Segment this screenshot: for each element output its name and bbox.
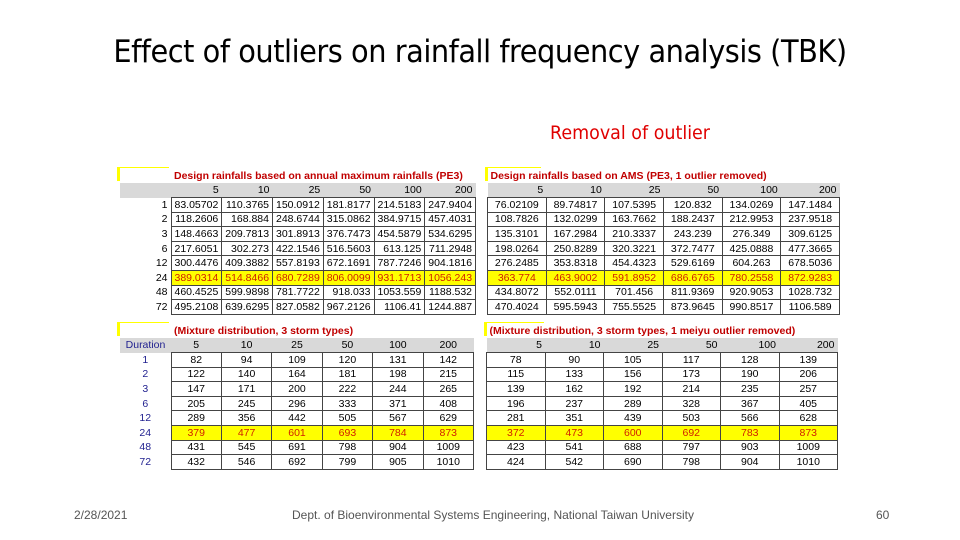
duration-label: 1 — [120, 353, 171, 368]
table-cell: 1009 — [423, 440, 473, 455]
table-cell: 265 — [423, 382, 473, 397]
table-cell: 120 — [322, 353, 372, 368]
table-cell: 931.1713 — [374, 271, 425, 286]
table-row — [120, 411, 474, 426]
table-ams-pe3 — [120, 168, 476, 315]
table-cell: 454.4323 — [605, 256, 664, 271]
table-cell: 990.8517 — [722, 300, 781, 315]
table-cell: 276.2485 — [488, 256, 547, 271]
table-cell: 434.8072 — [488, 285, 547, 300]
table-cell: 798 — [662, 455, 721, 470]
table-cell: 1056.243 — [425, 271, 476, 286]
table-cell: 148.4663 — [171, 227, 222, 242]
table-row — [487, 440, 838, 455]
return-period-header: 5 — [488, 183, 547, 198]
table-cell: 209.7813 — [222, 227, 273, 242]
table-caption: Design rainfalls based on AMS (PE3, 1 outlier removed) — [490, 169, 767, 182]
return-period-header: 25 — [273, 183, 324, 198]
table-cell: 905 — [373, 455, 423, 470]
table-cell: 686.6765 — [663, 271, 722, 286]
table-cell: 90 — [545, 353, 604, 368]
table-cell: 78 — [487, 353, 546, 368]
table-cell: 192 — [604, 382, 663, 397]
duration-label: 48 — [120, 440, 171, 455]
table-row — [488, 212, 840, 227]
table-cell: 107.5395 — [605, 198, 664, 213]
footer-date: 2/28/2021 — [74, 508, 128, 522]
table-cell: 701.456 — [605, 285, 664, 300]
table-cell: 566 — [721, 411, 780, 426]
duration-label: 12 — [120, 256, 171, 271]
table-row — [120, 300, 476, 315]
table-cell: 755.5525 — [605, 300, 664, 315]
table-row — [120, 382, 474, 397]
table-cell: 289 — [604, 396, 663, 411]
table-cell: 210.3337 — [605, 227, 664, 242]
table-cell: 139 — [779, 353, 838, 368]
table-cell: 613.125 — [374, 241, 425, 256]
table-cell: 118.2606 — [171, 212, 222, 227]
table-cell: 181.8177 — [323, 198, 374, 213]
return-period-header: 5 — [171, 338, 221, 353]
table-row — [120, 198, 476, 213]
table-cell: 198.0264 — [488, 241, 547, 256]
table-cell: 134.0269 — [722, 198, 781, 213]
duration-label: 24 — [120, 426, 171, 441]
table-cell: 250.8289 — [546, 241, 605, 256]
footer-page: 60 — [876, 508, 890, 522]
table-caption-row — [120, 323, 474, 338]
table-cell: 423 — [487, 440, 546, 455]
table-row — [120, 426, 474, 441]
table-cell: 356 — [221, 411, 271, 426]
duration-label: 3 — [120, 382, 171, 397]
table-cell: 214.5183 — [374, 198, 425, 213]
table-cell: 215 — [423, 367, 473, 382]
table-cell: 162 — [545, 382, 604, 397]
header-row — [120, 338, 474, 353]
table-cell: 454.5879 — [374, 227, 425, 242]
table-cell: 442 — [272, 411, 322, 426]
table-cell: 214 — [662, 382, 721, 397]
duration-label: 72 — [120, 455, 171, 470]
return-period-header: 100 — [373, 338, 423, 353]
table-cell: 168.884 — [222, 212, 273, 227]
table-cell: 595.5943 — [546, 300, 605, 315]
table-cell: 320.3221 — [605, 241, 664, 256]
return-period-header: 200 — [781, 183, 840, 198]
table-cell: 142 — [423, 353, 473, 368]
table-cell: 797 — [662, 440, 721, 455]
return-period-header: 10 — [545, 338, 604, 353]
table-row — [120, 455, 474, 470]
table-caption-row — [488, 168, 840, 183]
table-cell: 1053.559 — [374, 285, 425, 300]
table-cell: 873 — [423, 426, 473, 441]
table-row — [487, 455, 838, 470]
corner-label: Duration — [120, 338, 171, 353]
return-period-header: 100 — [374, 183, 425, 198]
table-row — [487, 426, 838, 441]
table-cell: 967.2126 — [323, 300, 374, 315]
table-caption-row — [120, 168, 476, 183]
table-cell: 384.9715 — [374, 212, 425, 227]
return-period-header: 200 — [423, 338, 473, 353]
table-cell: 477 — [221, 426, 271, 441]
table-cell: 133 — [545, 367, 604, 382]
table-row — [488, 227, 840, 242]
table-cell: 371 — [373, 396, 423, 411]
table-cell: 628 — [779, 411, 838, 426]
table-caption: (Mixture distribution, 3 storm types, 1 meiyu outlier removed) — [489, 324, 796, 337]
table-cell: 470.4024 — [488, 300, 547, 315]
duration-label: 12 — [120, 411, 171, 426]
table-caption: (Mixture distribution, 3 storm types) — [174, 324, 354, 337]
table-cell: 604.263 — [722, 256, 781, 271]
table-cell: 206 — [779, 367, 838, 382]
caption-cell — [171, 168, 476, 183]
table-cell: 529.6169 — [663, 256, 722, 271]
table-caption-row — [487, 323, 838, 338]
table-cell: 245 — [221, 396, 271, 411]
table-cell: 212.9953 — [722, 212, 781, 227]
duration-label: 2 — [120, 367, 171, 382]
table-cell: 372.7477 — [663, 241, 722, 256]
duration-label: 3 — [120, 227, 171, 242]
table-cell: 711.2948 — [425, 241, 476, 256]
header-row — [487, 338, 838, 353]
caption-spacer — [120, 323, 171, 338]
table-row — [488, 256, 840, 271]
table-cell: 173 — [662, 367, 721, 382]
table-row — [120, 353, 474, 368]
table-cell: 140 — [221, 367, 271, 382]
table-cell: 457.4031 — [425, 212, 476, 227]
table-cell: 328 — [662, 396, 721, 411]
table-cell: 629 — [423, 411, 473, 426]
return-period-header: 10 — [222, 183, 273, 198]
return-period-header: 50 — [322, 338, 372, 353]
return-period-header: 25 — [604, 338, 663, 353]
table-cell: 425.0888 — [722, 241, 781, 256]
table-cell: 567 — [373, 411, 423, 426]
caption-cell — [488, 168, 840, 183]
table-cell: 827.0582 — [273, 300, 324, 315]
table-cell: 200 — [272, 382, 322, 397]
table-cell: 237 — [545, 396, 604, 411]
table-cell: 76.02109 — [488, 198, 547, 213]
table-cell: 198 — [373, 367, 423, 382]
table-cell: 639.6295 — [222, 300, 273, 315]
duration-label: 1 — [120, 198, 171, 213]
table-cell: 289 — [171, 411, 221, 426]
table-cell: 389.0314 — [171, 271, 222, 286]
table-cell: 781.7722 — [273, 285, 324, 300]
table-row — [120, 440, 474, 455]
table-cell: 811.9369 — [663, 285, 722, 300]
table-cell: 353.8318 — [546, 256, 605, 271]
table-mixture — [120, 323, 474, 470]
table-row — [120, 227, 476, 242]
table-cell: 302.273 — [222, 241, 273, 256]
table-cell: 351 — [545, 411, 604, 426]
table-cell: 601 — [272, 426, 322, 441]
table-cell: 600 — [604, 426, 663, 441]
table-cell: 217.6051 — [171, 241, 222, 256]
table-cell: 376.7473 — [323, 227, 374, 242]
table-cell: 188.2437 — [663, 212, 722, 227]
table-row — [488, 271, 840, 286]
table-cell: 1010 — [423, 455, 473, 470]
table-row — [120, 396, 474, 411]
table-cell: 190 — [721, 367, 780, 382]
table-row — [120, 212, 476, 227]
table-cell: 798 — [322, 440, 372, 455]
return-period-header: 5 — [171, 183, 222, 198]
table-cell: 678.5036 — [781, 256, 840, 271]
table-cell: 1010 — [779, 455, 838, 470]
table-cell: 918.033 — [323, 285, 374, 300]
table-cell: 235 — [721, 382, 780, 397]
caption-cell — [487, 323, 838, 338]
table-cell: 688 — [604, 440, 663, 455]
table-cell: 247.9404 — [425, 198, 476, 213]
table-cell: 1106.589 — [781, 300, 840, 315]
table-cell: 243.239 — [663, 227, 722, 242]
table-cell: 205 — [171, 396, 221, 411]
table-cell: 503 — [662, 411, 721, 426]
table-cell: 257 — [779, 382, 838, 397]
duration-label: 72 — [120, 300, 171, 315]
return-period-header: 200 — [425, 183, 476, 198]
table-cell: 672.1691 — [323, 256, 374, 271]
table-cell: 379 — [171, 426, 221, 441]
table-cell: 139 — [487, 382, 546, 397]
table-cell: 367 — [721, 396, 780, 411]
table-cell: 147 — [171, 382, 221, 397]
table-cell: 873.9645 — [663, 300, 722, 315]
table-cell: 552.0111 — [546, 285, 605, 300]
table-row — [120, 241, 476, 256]
table-row — [488, 198, 840, 213]
header-row — [120, 183, 476, 198]
table-row — [120, 367, 474, 382]
table-cell: 117 — [662, 353, 721, 368]
table-cell: 171 — [221, 382, 271, 397]
table-cell: 301.8913 — [273, 227, 324, 242]
header-row — [488, 183, 840, 198]
slide-subtitle: Removal of outlier — [550, 122, 710, 144]
duration-label: 6 — [120, 241, 171, 256]
table-cell: 108.7826 — [488, 212, 547, 227]
table-cell: 115 — [487, 367, 546, 382]
table-cell: 690 — [604, 455, 663, 470]
table-cell: 132.0299 — [546, 212, 605, 227]
table-cell: 505 — [322, 411, 372, 426]
table-cell: 872.9283 — [781, 271, 840, 286]
table-cell: 431 — [171, 440, 221, 455]
table-cell: 248.6744 — [273, 212, 324, 227]
table-cell: 147.1484 — [781, 198, 840, 213]
table-cell: 904 — [373, 440, 423, 455]
return-period-header: 50 — [663, 183, 722, 198]
table-cell: 222 — [322, 382, 372, 397]
table-cell: 163.7662 — [605, 212, 664, 227]
table-cell: 1106.41 — [374, 300, 425, 315]
table-cell: 477.3665 — [781, 241, 840, 256]
table-cell: 82 — [171, 353, 221, 368]
table-cell: 495.2108 — [171, 300, 222, 315]
return-period-header: 10 — [221, 338, 271, 353]
table-cell: 514.8466 — [222, 271, 273, 286]
table-cell: 784 — [373, 426, 423, 441]
table-cell: 408 — [423, 396, 473, 411]
return-period-header: 25 — [272, 338, 322, 353]
table-cell: 463.9002 — [546, 271, 605, 286]
table-cell: 546 — [221, 455, 271, 470]
table-cell: 363.774 — [488, 271, 547, 286]
table-cell: 692 — [272, 455, 322, 470]
table-cell: 460.4525 — [171, 285, 222, 300]
table-cell: 110.3765 — [222, 198, 273, 213]
table-cell: 83.05702 — [171, 198, 222, 213]
table-cell: 424 — [487, 455, 546, 470]
table-cell: 131 — [373, 353, 423, 368]
table-cell: 128 — [721, 353, 780, 368]
table-row — [487, 367, 838, 382]
table-caption: Design rainfalls based on annual maximum rainfalls (PE3) — [174, 169, 463, 182]
table-row — [487, 382, 838, 397]
table-cell: 806.0099 — [323, 271, 374, 286]
table-cell: 516.5603 — [323, 241, 374, 256]
table-cell: 135.3101 — [488, 227, 547, 242]
table-cell: 1009 — [779, 440, 838, 455]
caption-spacer — [120, 168, 171, 183]
table-cell: 780.2558 — [722, 271, 781, 286]
table-row — [488, 241, 840, 256]
caption-cell — [171, 323, 474, 338]
duration-label: 48 — [120, 285, 171, 300]
table-cell: 432 — [171, 455, 221, 470]
table-cell: 120.832 — [663, 198, 722, 213]
table-cell: 783 — [721, 426, 780, 441]
table-cell: 167.2984 — [546, 227, 605, 242]
table-cell: 473 — [545, 426, 604, 441]
corner-label — [120, 183, 171, 198]
return-period-header: 50 — [662, 338, 721, 353]
return-period-header: 25 — [605, 183, 664, 198]
table-cell: 680.7289 — [273, 271, 324, 286]
return-period-header: 100 — [722, 183, 781, 198]
table-cell: 164 — [272, 367, 322, 382]
table-cell: 181 — [322, 367, 372, 382]
duration-label: 24 — [120, 271, 171, 286]
return-period-header: 50 — [323, 183, 374, 198]
table-cell: 372 — [487, 426, 546, 441]
table-row — [120, 256, 476, 271]
table-cell: 439 — [604, 411, 663, 426]
table-row — [487, 411, 838, 426]
table-cell: 333 — [322, 396, 372, 411]
table-cell: 1028.732 — [781, 285, 840, 300]
table-cell: 599.9898 — [222, 285, 273, 300]
table-row — [487, 396, 838, 411]
table-ams-pe3-outlier-removed — [487, 168, 840, 315]
table-cell: 557.8193 — [273, 256, 324, 271]
table-cell: 545 — [221, 440, 271, 455]
duration-label: 6 — [120, 396, 171, 411]
table-cell: 1244.887 — [425, 300, 476, 315]
table-row — [120, 285, 476, 300]
table-cell: 94 — [221, 353, 271, 368]
table-cell: 904.1816 — [425, 256, 476, 271]
table-cell: 691 — [272, 440, 322, 455]
table-cell: 405 — [779, 396, 838, 411]
duration-label: 2 — [120, 212, 171, 227]
table-row — [488, 285, 840, 300]
table-cell: 109 — [272, 353, 322, 368]
table-cell: 105 — [604, 353, 663, 368]
table-cell: 799 — [322, 455, 372, 470]
table-cell: 904 — [721, 455, 780, 470]
table-row — [487, 353, 838, 368]
table-cell: 422.1546 — [273, 241, 324, 256]
table-cell: 920.9053 — [722, 285, 781, 300]
footer-org: Dept. of Bioenvironmental Systems Engineering, National Taiwan University — [292, 508, 694, 522]
table-cell: 315.0862 — [323, 212, 374, 227]
table-cell: 309.6125 — [781, 227, 840, 242]
table-cell: 903 — [721, 440, 780, 455]
return-period-header: 5 — [487, 338, 546, 353]
return-period-header: 200 — [779, 338, 838, 353]
table-cell: 300.4476 — [171, 256, 222, 271]
table-row — [488, 300, 840, 315]
table-cell: 281 — [487, 411, 546, 426]
table-cell: 692 — [662, 426, 721, 441]
table-cell: 873 — [779, 426, 838, 441]
table-cell: 1188.532 — [425, 285, 476, 300]
table-cell: 89.74817 — [546, 198, 605, 213]
slide-title: Effect of outliers on rainfall frequency analysis (TBK) — [113, 34, 847, 70]
table-cell: 541 — [545, 440, 604, 455]
table-cell: 534.6295 — [425, 227, 476, 242]
table-cell: 150.0912 — [273, 198, 324, 213]
table-cell: 196 — [487, 396, 546, 411]
table-cell: 542 — [545, 455, 604, 470]
table-cell: 409.3882 — [222, 256, 273, 271]
table-cell: 276.349 — [722, 227, 781, 242]
table-cell: 787.7246 — [374, 256, 425, 271]
table-cell: 122 — [171, 367, 221, 382]
table-row — [120, 271, 476, 286]
table-cell: 296 — [272, 396, 322, 411]
table-cell: 693 — [322, 426, 372, 441]
table-cell: 237.9518 — [781, 212, 840, 227]
table-cell: 156 — [604, 367, 663, 382]
return-period-header: 100 — [721, 338, 780, 353]
table-cell: 244 — [373, 382, 423, 397]
table-cell: 591.8952 — [605, 271, 664, 286]
table-mixture-outlier-removed — [486, 323, 838, 470]
return-period-header: 10 — [546, 183, 605, 198]
